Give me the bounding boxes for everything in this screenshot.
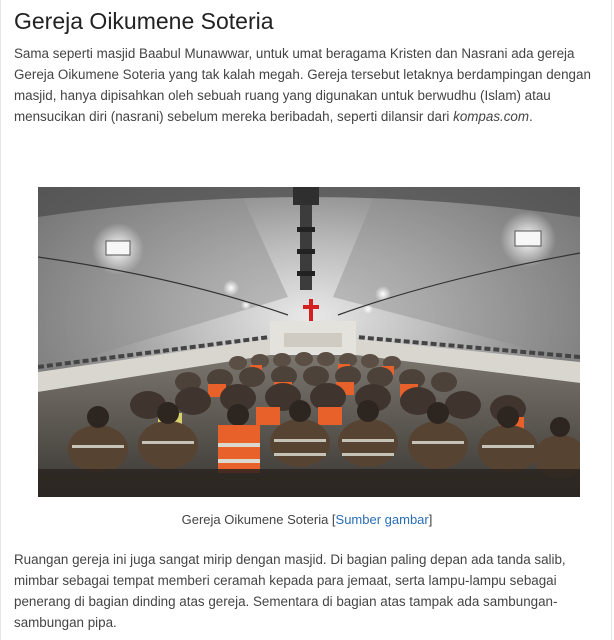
intro-end: . — [529, 109, 533, 124]
intro-source: kompas.com — [453, 109, 530, 124]
body-paragraph: Ruangan gereja ini juga sangat mirip dengan masjid. Di bagian paling depan ada tanda salib, mimbar sebagai tempat memberi ceramah kepada para jemaat, serta lampu-lampu sebagai penerang di bagian dinding atas gereja. Sementara di bagian atas tampak ada sambungan-sambungan pipa. — [14, 552, 566, 630]
figure-caption — [1, 512, 613, 527]
caption-text: Gereja Oikumene Soteria [ — [181, 512, 336, 527]
image-source-link[interactable]: Sumber gambar — [335, 512, 429, 527]
caption-end: ] — [428, 512, 433, 527]
intro-paragraph — [14, 43, 602, 127]
church-photo — [38, 187, 580, 497]
article-title: Gereja Oikumene Soteria — [14, 8, 274, 34]
intro-text: Sama seperti masjid Baabul Munawwar, untuk umat beragama Kristen dan Nasrani ada gereja Gereja Oikumene Soteria yang tak kalah megah. Gereja tersebut letaknya berdampingan dengan masjid, hanya dipisahkan oleh sebuah ruang yang digunakan untuk berwudhu (Islam) atau mensucikan diri (nasrani) sebelum mereka beribadah, seperti dilansir dari — [14, 46, 591, 124]
